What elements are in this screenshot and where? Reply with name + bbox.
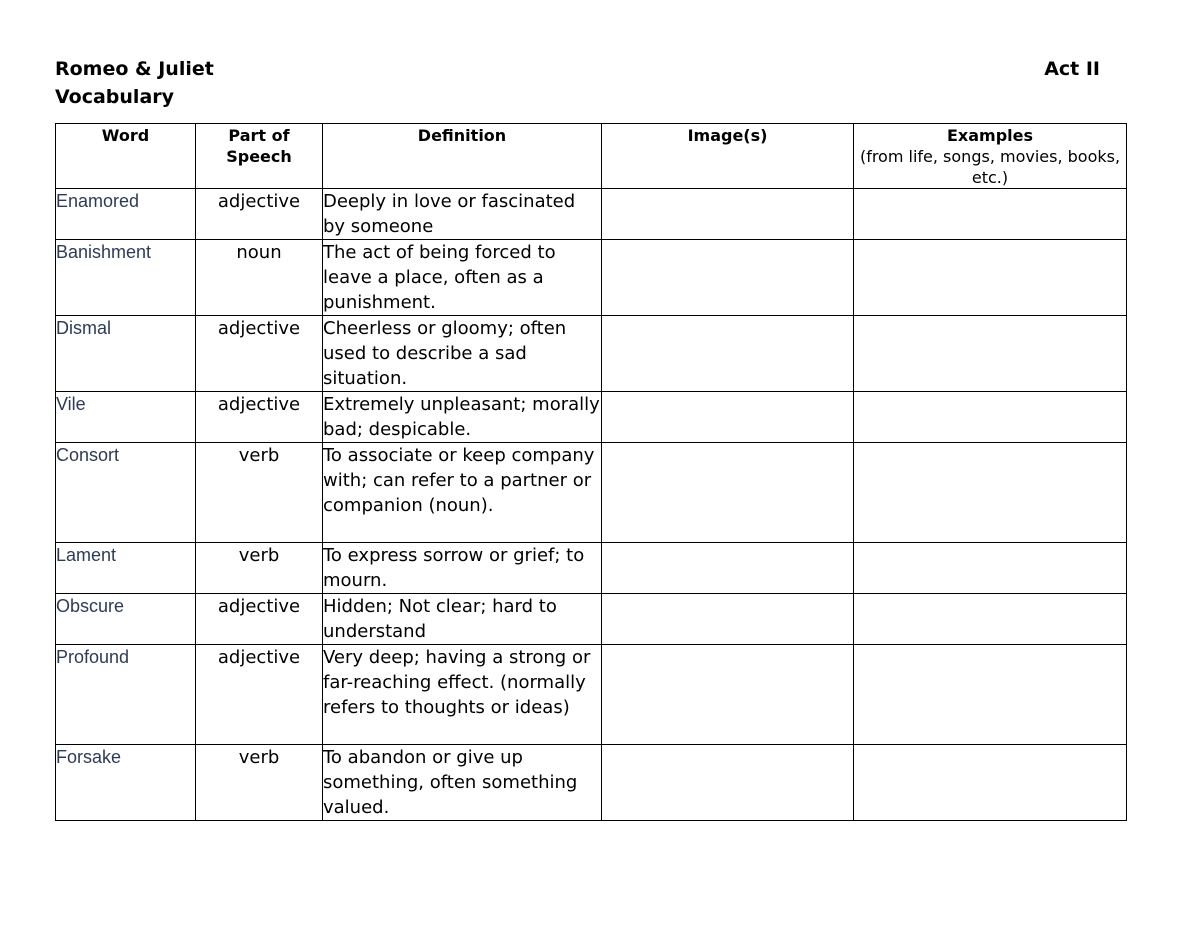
table-row [56, 443, 1127, 543]
examples-cell[interactable] [854, 745, 1127, 821]
definition-cell: To associate or keep company with; can refer to a partner or companion (noun). [323, 443, 602, 543]
word-cell: Enamored [56, 189, 196, 240]
image-cell[interactable] [602, 594, 854, 645]
column-header-definition: Definition [323, 124, 602, 189]
image-cell[interactable] [602, 240, 854, 316]
table-row [56, 745, 1127, 821]
column-header-images: Image(s) [602, 124, 854, 189]
definition-cell: Very deep; having a strong or far-reaching effect. (normally refers to thoughts or ideas) [323, 645, 602, 745]
part-of-speech-cell: adjective [196, 392, 323, 443]
table-row [56, 543, 1127, 594]
word-cell: Lament [56, 543, 196, 594]
column-header-part-of-speech: Part of Speech [196, 124, 323, 189]
table-header-row [56, 124, 1127, 189]
table-row [56, 392, 1127, 443]
word-cell: Profound [56, 645, 196, 745]
examples-header-label: Examples [946, 126, 1034, 145]
image-cell[interactable] [602, 443, 854, 543]
examples-cell[interactable] [854, 240, 1127, 316]
image-cell[interactable] [602, 543, 854, 594]
part-of-speech-cell: adjective [196, 645, 323, 745]
table-row [56, 189, 1127, 240]
examples-header-note: (from life, songs, movies, books, etc.) [859, 147, 1121, 187]
word-cell: Consort [56, 443, 196, 543]
examples-cell[interactable] [854, 594, 1127, 645]
document-subtitle: Vocabulary [55, 86, 175, 108]
vocabulary-table [55, 123, 1127, 821]
image-cell[interactable] [602, 645, 854, 745]
examples-cell[interactable] [854, 316, 1127, 392]
part-of-speech-cell: noun [196, 240, 323, 316]
definition-cell: To abandon or give up something, often something valued. [323, 745, 602, 821]
document-title: Romeo & Juliet [55, 58, 214, 80]
part-of-speech-cell: verb [196, 443, 323, 543]
definition-cell: Deeply in love or fascinated by someone [323, 189, 602, 240]
column-header-word: Word [56, 124, 196, 189]
table-row [56, 316, 1127, 392]
table-row [56, 240, 1127, 316]
definition-cell: Cheerless or gloomy; often used to describe a sad situation. [323, 316, 602, 392]
document-header [55, 55, 1100, 111]
part-of-speech-cell: verb [196, 745, 323, 821]
word-cell: Obscure [56, 594, 196, 645]
definition-cell: Hidden; Not clear; hard to understand [323, 594, 602, 645]
examples-cell[interactable] [854, 392, 1127, 443]
word-cell: Dismal [56, 316, 196, 392]
table-row [56, 645, 1127, 745]
definition-cell: The act of being forced to leave a place, often as a punishment. [323, 240, 602, 316]
part-of-speech-cell: adjective [196, 316, 323, 392]
definition-cell: Extremely unpleasant; morally bad; despicable. [323, 392, 602, 443]
act-label: Act II [1044, 58, 1100, 80]
part-of-speech-cell: adjective [196, 594, 323, 645]
part-of-speech-cell: adjective [196, 189, 323, 240]
title-line [55, 55, 1100, 83]
examples-cell[interactable] [854, 443, 1127, 543]
examples-cell[interactable] [854, 543, 1127, 594]
word-cell: Forsake [56, 745, 196, 821]
examples-cell[interactable] [854, 189, 1127, 240]
examples-cell[interactable] [854, 645, 1127, 745]
definition-cell: To express sorrow or grief; to mourn. [323, 543, 602, 594]
word-cell: Vile [56, 392, 196, 443]
image-cell[interactable] [602, 745, 854, 821]
image-cell[interactable] [602, 392, 854, 443]
table-row [56, 594, 1127, 645]
image-cell[interactable] [602, 189, 854, 240]
column-header-examples [854, 124, 1127, 189]
part-of-speech-cell: verb [196, 543, 323, 594]
word-cell: Banishment [56, 240, 196, 316]
image-cell[interactable] [602, 316, 854, 392]
